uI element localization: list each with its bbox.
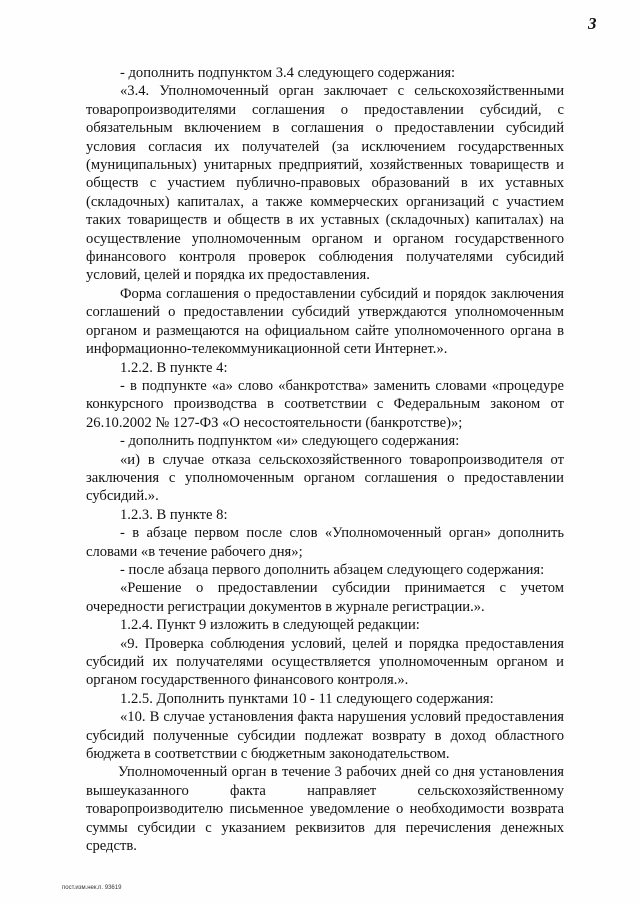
- paragraph: - в подпункте «а» слово «банкротства» заменить словами «процедуре конкурсного производства в соответствии с Федеральным законом от 26.10.2002 № 127-ФЗ «О несостоятельности (банкротстве)»;: [86, 377, 564, 431]
- paragraph: «9. Проверка соблюдения условий, целей и порядка предоставления субсидий их получателями осуществляется уполномоченным органом и органом государственного финансового контроля.».: [86, 635, 564, 689]
- paragraph: 1.2.2. В пункте 4:: [120, 359, 228, 376]
- document-body: [86, 64, 564, 855]
- footer-code: пост.изм.нек.п. 93619: [62, 885, 122, 891]
- paragraph: - дополнить подпунктом 3.4 следующего содержания:: [120, 65, 456, 81]
- paragraph: «3.4. Уполномоченный орган заключает с сельскохозяйственными товаропроизводителями соглашения о предоставлении субсидий, с обязательным включением в соглашения о предоставлении субсидий условия согласия их получателей (за исключением государственных (муниципальных) унитарных предприятий, хозяйственных товариществ и обществ с участием публично-правовых образований в их уставных (складочных) капиталах, а также коммерческих организаций с участием таких товариществ и обществ в их уставных (складочных) капиталах) на осуществление уполномоченным органом и органом государственного финансового контроля проверок соблюдения получателями субсидий условий, целей и порядка их предоставления.: [86, 83, 564, 284]
- page-number: 3: [588, 14, 597, 33]
- paragraph: - дополнить подпунктом «и» следующего содержания:: [120, 433, 460, 450]
- paragraph: «10. В случае установления факта нарушения условий предоставления субсидий полученные субсидии подлежат возврату в доход областного бюджета в соответствии с бюджетным законодательством.: [86, 709, 564, 763]
- paragraph: «и) в случае отказа сельскохозяйственного товаропроизводителя от заключения с уполномоченным органом соглашения о предоставлении субсидий.».: [86, 451, 564, 505]
- paragraph: 1.2.3. В пункте 8:: [120, 506, 228, 523]
- paragraph: 1.2.5. Дополнить пунктами 10 - 11 следующего содержания:: [120, 690, 494, 707]
- paragraph: Уполномоченный орган в течение 3 рабочих дней со дня установления вышеуказанного факта направляет сельскохозяйственному товаропроизводителю письменное уведомление о необходимости возврата суммы субсидии с указанием реквизитов для перечисления денежных средств.: [86, 764, 564, 855]
- paragraph: Форма соглашения о предоставлении субсидий и порядок заключения соглашений о предоставлении субсидий утверждаются уполномоченным органом и размещаются на официальном сайте уполномоченного органа в информационно-телекоммуникационной сети Интернет.».: [86, 285, 564, 358]
- paragraph: 1.2.4. Пункт 9 изложить в следующей редакции:: [120, 617, 420, 634]
- paragraph: - после абзаца первого дополнить абзацем следующего содержания:: [120, 561, 545, 578]
- paragraph: - в абзаце первом после слов «Уполномоченный орган» дополнить словами «в течение рабочего дня»;: [86, 525, 564, 560]
- paragraph: «Решение о предоставлении субсидии принимается с учетом очередности регистрации документов в журнале регистрации.».: [86, 580, 564, 615]
